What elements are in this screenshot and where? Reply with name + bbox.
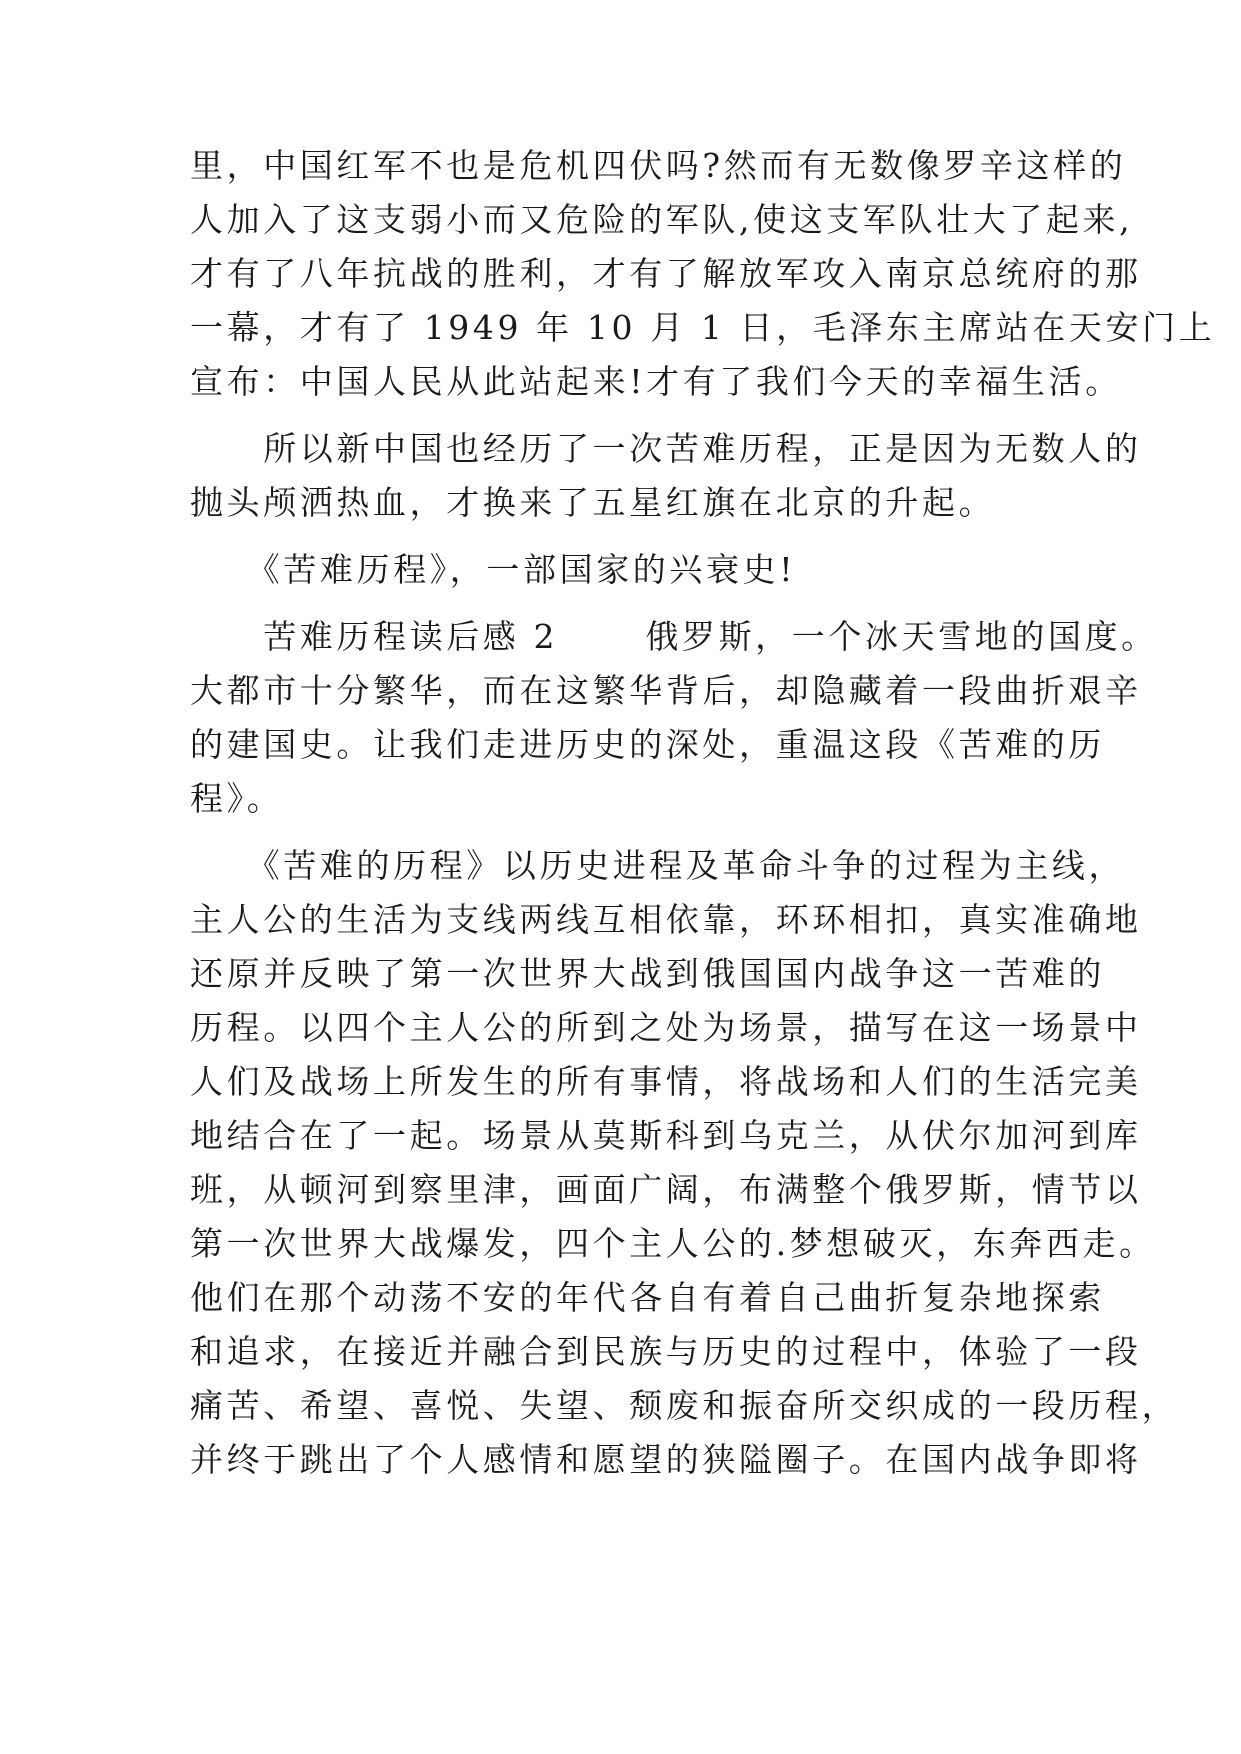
- text-line: 班，从顿河到察里津，画面广阔，布满整个俄罗斯，情节以: [190, 1170, 1142, 1209]
- text-line: 一幕，才有了 1949 年 10 月 1 日，毛泽东主席站在天安门上: [190, 308, 1216, 347]
- text-line: 《苦难的历程》以历史进程及革命斗争的过程为主线，: [190, 846, 1126, 885]
- text-line: 《苦难历程》，一部国家的兴衰史!: [190, 550, 797, 589]
- text-line: 苦难历程读后感 2 俄罗斯，一个冰天雪地的国度。: [190, 617, 1158, 656]
- text-line: 宣布：中国人民从此站起来!才有了我们今天的幸福生活。: [190, 362, 1122, 401]
- text-line: 才有了八年抗战的胜利，才有了解放军攻入南京总统府的那: [190, 254, 1142, 293]
- text-line: 里，中国红军不也是危机四伏吗?然而有无数像罗辛这样的: [190, 146, 1127, 185]
- text-line: 程》。: [190, 779, 284, 818]
- text-line: 人们及战场上所发生的所有事情，将战场和人们的生活完美: [190, 1062, 1142, 1101]
- text-line: 所以新中国也经历了一次苦难历程，正是因为无数人的: [190, 429, 1142, 468]
- text-line: 痛苦、希望、喜悦、失望、颓废和振奋所交织成的一段历程，: [190, 1386, 1179, 1425]
- text-line: 主人公的生活为支线两线互相依靠，环环相扣，真实准确地: [190, 900, 1142, 939]
- text-line: 抛头颅洒热血，才换来了五星红旗在北京的升起。: [190, 483, 996, 522]
- text-line: 和追求，在接近并融合到民族与历史的过程中，体验了一段: [190, 1332, 1142, 1371]
- text-line: 还原并反映了第一次世界大战到俄国国内战争这一苦难的: [190, 954, 1105, 993]
- text-line: 历程。以四个主人公的所到之处为场景，描写在这一场景中: [190, 1008, 1142, 1047]
- text-line: 地结合在了一起。场景从莫斯科到乌克兰，从伏尔加河到库: [190, 1116, 1142, 1155]
- text-line: 并终于跳出了个人感情和愿望的狭隘圈子。在国内战争即将: [190, 1440, 1142, 1479]
- text-line: 的建国史。让我们走进历史的深处，重温这段《苦难的历: [190, 725, 1105, 764]
- text-line: 第一次世界大战爆发，四个主人公的.梦想破灭，东奔西走。: [190, 1224, 1156, 1263]
- text-line: 人加入了这支弱小而又危险的军队,使这支军队壮大了起来,: [190, 200, 1134, 239]
- text-line: 大都市十分繁华，而在这繁华背后，却隐藏着一段曲折艰辛: [190, 671, 1142, 710]
- text-line: 他们在那个动荡不安的年代各自有着自己曲折复杂地探索: [190, 1278, 1105, 1317]
